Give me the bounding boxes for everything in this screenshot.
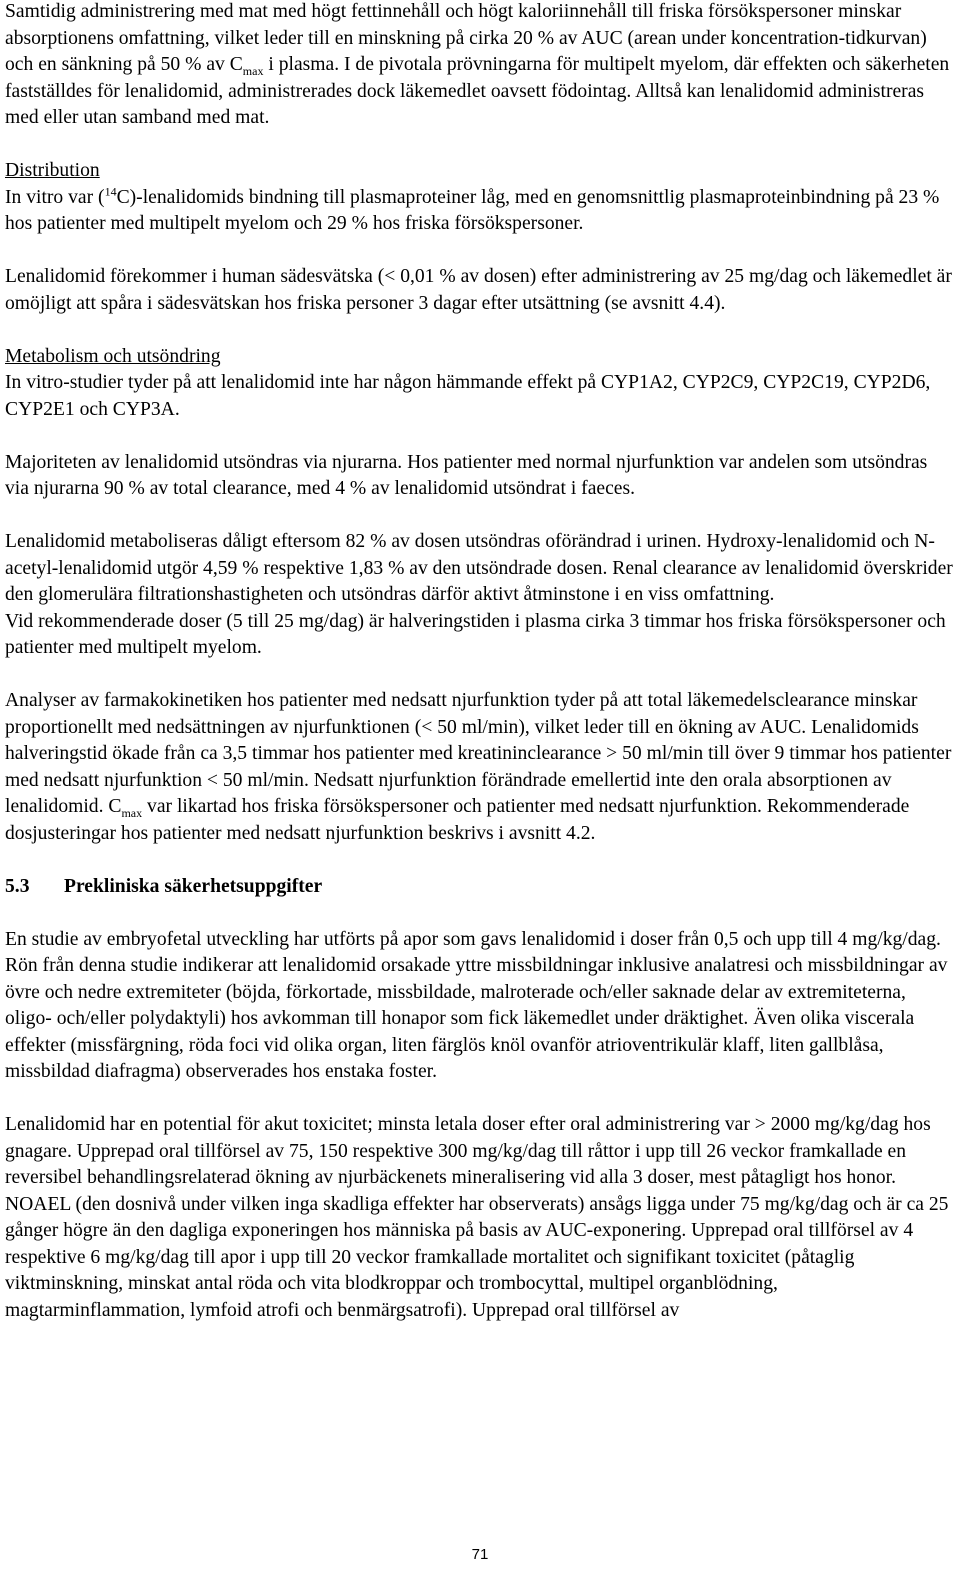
metabolism-heading: Metabolism och utsöndring: [5, 345, 221, 367]
distribution-heading: Distribution: [5, 160, 100, 181]
document-page: [5, 0, 955, 1324]
section-title: Prekliniska säkerhetsuppgifter: [64, 875, 323, 897]
absorption-paragraph: Samtidig administrering med mat med högt fettinnehåll och högt kaloriinnehåll till friska försökspersoner minskar absorptionens omfattning, vilket leder till en minskning på cirka 20 % av AUC (arean under koncentration-tidkurvan) och en sänkning på 50 % av $C_{max}$ i plasma. I de pivotala prövningarna för multipelt myelom, där effekten och säkerheten fastställdes för lenalidomid, administrerades dock läkemedlet oavsett födointag. Alltså kan lenalidomid administreras med eller utan samband med mat.: [5, 1, 950, 128]
section-number: 5.3: [5, 875, 30, 897]
metabolism-paragraph-1: In vitro-studier tyder på att lenalidomid inte har någon hämmande effekt på CYP1A2, CYP2C9, CYP2C19, CYP2D6, CYP2E1 och CYP3A.: [5, 372, 931, 420]
section-heading: [5, 874, 955, 901]
metabolism-paragraph-2: Majoriteten av lenalidomid utsöndras via njurarna. Hos patienter med normal njurfunktion var andelen som utsöndras via njurarna 90 % av total clearance, med 4 % av lenalidomid utsöndrat i faeces.: [5, 451, 928, 499]
page-number: 71: [471, 1546, 489, 1563]
metabolism-paragraph-4: Vid rekommenderade doser (5 till 25 mg/dag) är halveringstiden i plasma cirka 3 timmar hos friska försökspersoner och patienter med multipelt myelom.: [5, 610, 946, 658]
distribution-paragraph-1: In vitro var ($^{14}$C)-lenalidomids bindning till plasmaproteiner låg, med en genomsnittlig plasmaproteinbindning på 23 % hos patienter med multipelt myelom och 29 % hos friska försökspersoner.: [5, 183, 940, 234]
distribution-paragraph-2: Lenalidomid förekommer i human sädesvätska (< 0,01 % av dosen) efter administrering av 25 mg/dag och läkemedlet är omöjligt att spåra i sädesvätskan hos friska personer 3 dagar efter utsättning (se avsnitt 4.4).: [5, 266, 952, 314]
metabolism-paragraph-3: Lenalidomid metaboliseras dåligt eftersom 82 % av dosen utsöndras oförändrad i urinen. Hydroxy-lenalidomid och N-acetyl-lenalidomid utgör 4,59 % respektive 1,83 % av den utsöndrade dosen. Renal clearance av lenalidomid överskrider den glomerulära filtrationshastigheten och utsöndras därför aktivt åtminstone i en viss omfattning.: [5, 531, 953, 605]
metabolism-paragraph-5: Analyser av farmakokinetiken hos patienter med nedsatt njurfunktion tyder på att total läkemedelsclearance minskar proportionellt med nedsättningen av njurfunktionen (< 50 ml/min), vilket leder till en ökning av AUC. Lenalidomids halveringstid ökade från ca 3,5 timmar hos patienter med kreatininclearance > 50 ml/min till över 9 timmar hos patienter med nedsatt njurfunktion < 50 ml/min. Nedsatt njurfunktion förändrade emellertid inte den orala absorptionen av lenalidomid. $C_{max}$ var likartad hos friska försökspersoner och patienter med nedsatt njurfunktion. Rekommenderade dosjusteringar hos patienter med nedsatt njurfunktion beskrivs i avsnitt 4.2.: [5, 690, 952, 844]
preclinical-paragraph-2: Lenalidomid har en potential för akut toxicitet; minsta letala doser efter oral administrering var > 2000 mg/kg/dag hos gnagare. Upprepad oral tillförsel av 75, 150 respektive 300 mg/kg/dag till råttor i upp till 26 veckor framkallade en reversibel behandlingsrelaterad ökning av njurbäckenets mineralisering vid alla 3 doser, mest påtagligt hos honor. NOAEL (den dosnivå under vilken inga skadliga effekter har observerats) ansågs ligga under 75 mg/kg/dag och är ca 25 gånger högre än den dagliga exponeringen hos människa på basis av AUC-exponering. Upprepad oral tillförsel av 4 respektive 6 mg/kg/dag till apor i upp till 20 veckor framkallade mortalitet och signifikant toxicitet (påtaglig viktminskning, minskat antal röda och vita blodkroppar och trombocyttal, multipel organblödning, magtarminflammation, lymfoid atrofi och benmärgsatrofi). Upprepad oral tillförsel av: [5, 1114, 949, 1321]
preclinical-paragraph-1: En studie av embryofetal utveckling har utförts på apor som gavs lenalidomid i doser från 0,5 och upp till 4 mg/kg/dag. Rön från denna studie indikerar att lenalidomid orsakade yttre missbildningar inklusive analatresi och missbildningar av övre och nedre extremiteter (böjda, förkortade, missbildade, malroterade och/eller saknade delar av extremiteterna, oligo- och/eller polydaktyli) hos avkomman till honapor som fick läkemedlet under dräktighet. Även olika viscerala effekter (missfärgning, röda foci vid olika organ, liten färglös knöl ovanför atrioventrikulär klaff, liten gallblåsa, missbildad diafragma) observerades hos enstaka foster.: [5, 928, 948, 1082]
